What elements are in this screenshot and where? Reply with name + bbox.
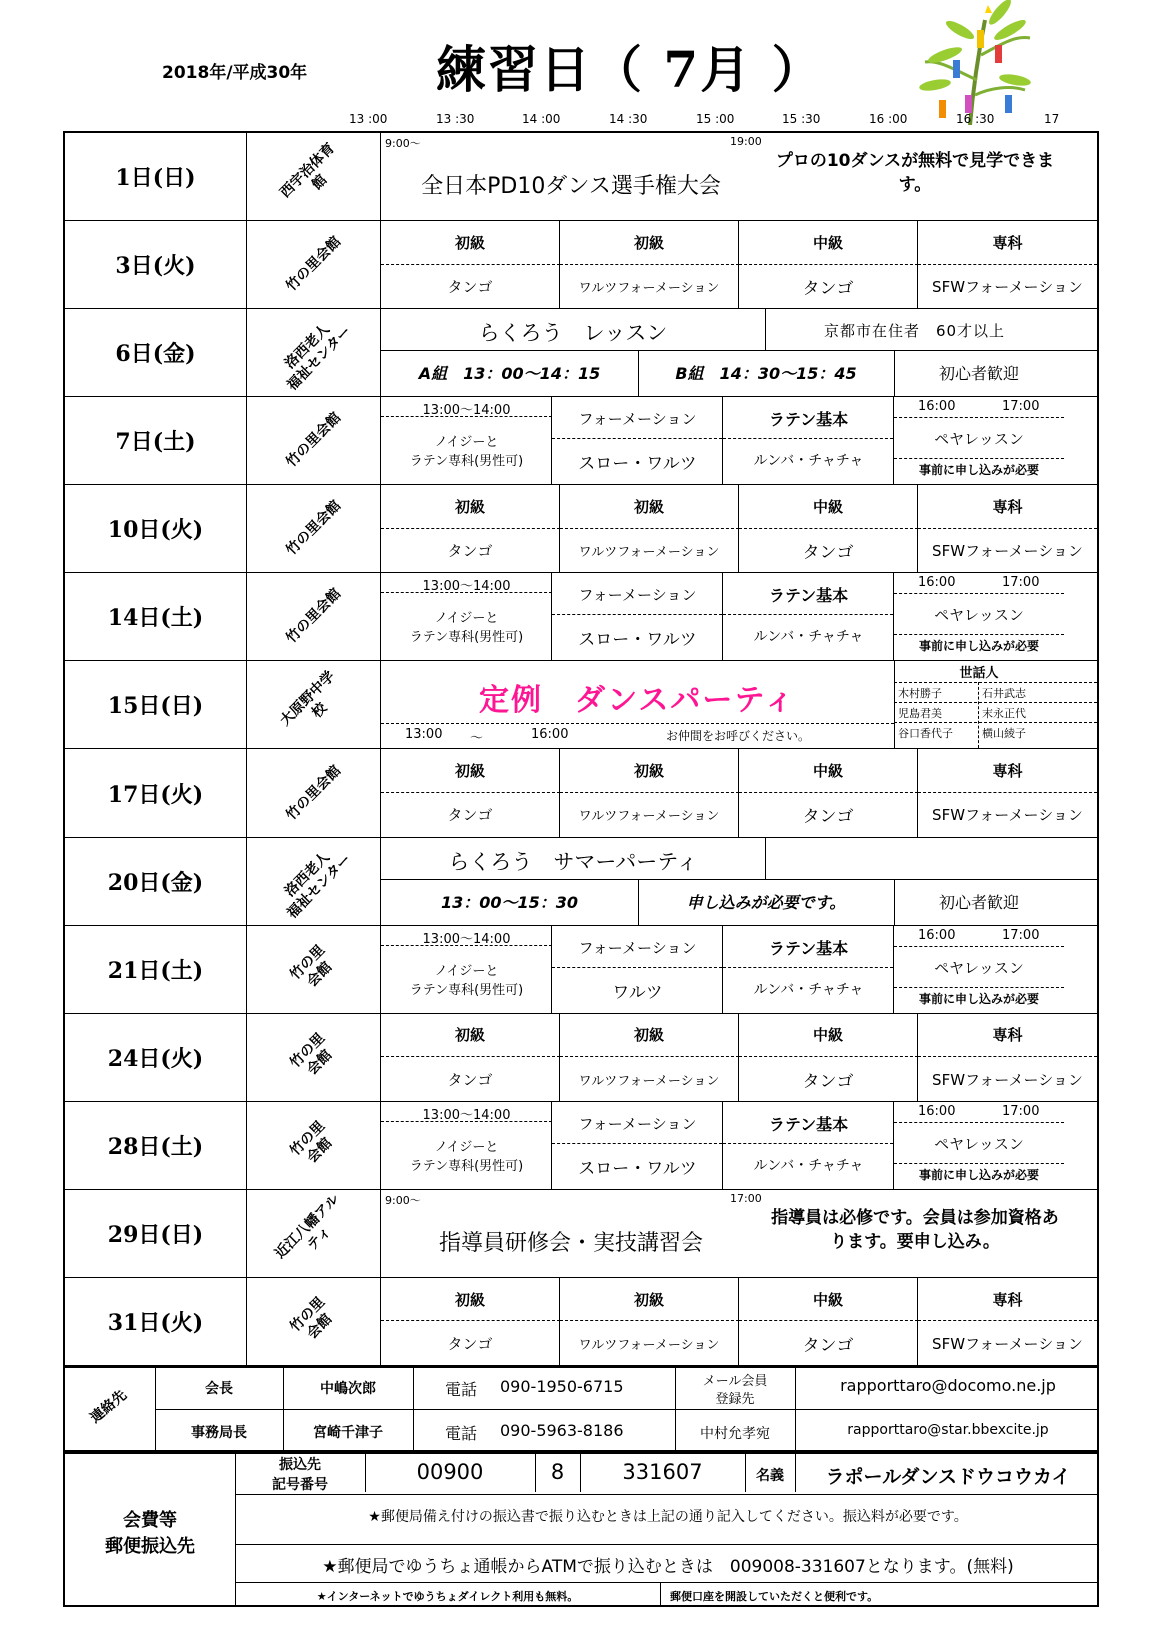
row-venue	[247, 1102, 381, 1190]
time-1600-label: 16:00	[918, 927, 956, 943]
schedule-table	[63, 131, 1099, 1368]
tel1-label: 電話	[445, 1380, 478, 1399]
level-label: 中級	[739, 1014, 918, 1058]
level-label: 初級	[560, 1278, 739, 1322]
row-date: 28日(土)	[65, 1102, 247, 1190]
time-1500: 15 :00	[696, 112, 735, 126]
pair-lesson-label: ペヤレッスン	[934, 430, 1024, 449]
level-label: 初級	[381, 749, 560, 793]
email-bbexcite[interactable]: rapporttaro@star.bbexcite.jp	[847, 1422, 1049, 1438]
row-date: 17日(火)	[65, 749, 247, 837]
party-tilde: 〜	[470, 731, 484, 747]
row-date: 31日(火)	[65, 1278, 247, 1366]
venue-label: 竹の里 会館	[286, 1118, 335, 1167]
holder-label: 名義	[756, 1468, 784, 1484]
venue-label: 大原野中学 校	[276, 668, 338, 729]
dance-name: ワルツフォーメーション	[560, 793, 739, 837]
dance-name: タンゴ	[739, 793, 918, 837]
venue-label: 洛西老人 福祉センター	[281, 320, 355, 394]
time-range: 13:00〜14:00	[422, 1107, 511, 1123]
dance-name: ワルツフォーメーション	[560, 1321, 739, 1365]
time-1330: 13 :30	[436, 112, 475, 126]
session-a: A組 13：00〜14：15	[418, 364, 601, 384]
formation-label: フォーメーション	[578, 938, 697, 957]
dance-name: SFWフォーメーション	[932, 277, 1083, 296]
organizer-name: 末永正代	[982, 707, 1026, 721]
level-label: 初級	[560, 485, 739, 529]
class-grid	[381, 1278, 1097, 1365]
time-1600-label: 16:00	[918, 1103, 956, 1119]
dance-name: SFWフォーメーション	[932, 806, 1083, 825]
time-1700-label: 17:00	[1002, 575, 1040, 591]
row-venue	[247, 838, 381, 926]
row-content	[381, 749, 1097, 837]
tanabata-bamboo-icon	[915, 0, 1035, 125]
name-president: 中嶋次郎	[320, 1381, 376, 1397]
row-date: 1日(日)	[65, 133, 247, 221]
postal-note-2: ★郵便局でゆうちょ通帳からATMで振り込むときは 009008-331607となります。(無料)	[322, 1557, 1014, 1577]
class-grid	[381, 1014, 1097, 1101]
row-content	[381, 221, 1097, 309]
time-1430: 14 :30	[609, 112, 648, 126]
level-label: 専科	[918, 749, 1097, 793]
row-date: 24日(火)	[65, 1014, 247, 1102]
dance-name: ワルツフォーメーション	[560, 265, 739, 309]
formation-label: フォーメーション	[578, 586, 697, 605]
dest-label-1: 振込先	[279, 1457, 321, 1473]
venue-label: 竹の里会館	[282, 498, 344, 559]
row-content	[381, 838, 1097, 926]
row-date: 15日(日)	[65, 661, 247, 749]
row-date: 21日(土)	[65, 926, 247, 1014]
class-grid	[381, 749, 1097, 836]
row-date: 6日(金)	[65, 309, 247, 397]
eligibility-note: 京都市在住者 60才以上	[823, 322, 1006, 341]
row-date: 10日(火)	[65, 485, 247, 573]
pair-lesson-label: ペヤレッスン	[934, 606, 1024, 625]
row-venue	[247, 661, 381, 749]
latin-basic-label: ラテン基本	[768, 938, 849, 958]
pair-lesson-label: ペヤレッスン	[934, 1134, 1024, 1153]
organizers-label: 世話人	[959, 666, 999, 682]
session-b: B組 14：30〜15：45	[675, 364, 857, 384]
contact-label: 連絡先	[87, 1387, 130, 1427]
reservation-required: 事前に申し込みが必要	[918, 463, 1039, 478]
reservation-required: 事前に申し込みが必要	[918, 991, 1039, 1006]
organizer-name: 児島君美	[898, 707, 942, 721]
party-start: 13:00	[405, 727, 443, 743]
row-date: 3日(火)	[65, 221, 247, 309]
noisy-label: ノイジーと	[434, 435, 499, 451]
account-number: 331607	[622, 1460, 703, 1484]
row-content	[381, 573, 1097, 661]
level-label: 初級	[381, 485, 560, 529]
row-date: 7日(土)	[65, 397, 247, 485]
event-start: 9:00〜	[385, 1193, 421, 1207]
dance-name: タンゴ	[739, 1321, 918, 1365]
dance-name: スロー・ワルツ	[578, 1158, 697, 1179]
latin-basic-label: ラテン基本	[768, 1114, 849, 1134]
mail-label-2: 登録先	[715, 1392, 755, 1407]
venue-label: 竹の里会館	[282, 762, 344, 824]
venue-label: 竹の里会館	[282, 233, 344, 295]
level-label: 中級	[739, 221, 918, 265]
time-1630: 16 :30	[956, 112, 995, 126]
level-label: 中級	[739, 485, 918, 529]
time-1700: 17	[1044, 112, 1060, 126]
level-label: 初級	[560, 1014, 739, 1058]
session-b: 申し込みが必要です。	[686, 892, 846, 912]
dance-name: スロー・ワルツ	[578, 454, 697, 475]
level-label: 専科	[918, 221, 1097, 265]
level-label: 専科	[918, 485, 1097, 529]
name-secretary: 宮崎千津子	[313, 1425, 383, 1441]
organizer-name: 木村勝子	[898, 687, 942, 701]
postal-label-2: 郵便振込先	[105, 1536, 195, 1557]
time-1700-label: 17:00	[1002, 399, 1040, 415]
venue-label: 竹の里会館	[282, 409, 344, 471]
latin-basic-label: ラテン基本	[768, 586, 849, 606]
row-content	[381, 1014, 1097, 1102]
postal-note-1: ★郵便局備え付けの振込書で振り込むときは上記の通り記入してください。振込料が必要です。	[368, 1509, 968, 1525]
contact-section	[63, 1366, 1099, 1452]
venue-label: 洛西老人 福祉センター	[281, 849, 355, 922]
latin-dances: ルンバ・チャチャ	[753, 1157, 864, 1174]
role-president: 会長	[205, 1381, 233, 1397]
postal-note-3: ★インターネットでゆうちょダイレクト利用も無料。	[316, 1590, 579, 1603]
organizer-name: 石井武志	[982, 687, 1026, 701]
event-title: らくろう レッスン	[478, 321, 668, 346]
party-end: 16:00	[531, 727, 569, 743]
dest-label-2: 記号番号	[272, 1477, 328, 1493]
dance-name: タンゴ	[381, 265, 560, 309]
row-venue	[247, 133, 381, 221]
dance-name: SFWフォーメーション	[932, 542, 1083, 561]
account-holder: ラポールダンスドウコウカイ	[825, 1466, 1071, 1488]
venue-label: 竹の里会館	[282, 586, 344, 647]
venue-label: 竹の里 会館	[286, 942, 335, 991]
tel2-number: 090-5963-8186	[500, 1421, 624, 1440]
class-grid	[381, 221, 1097, 308]
formation-label: フォーメーション	[578, 410, 697, 429]
level-label: 初級	[381, 1278, 560, 1322]
latin-senka-label: ラテン専科(男性可)	[409, 630, 524, 646]
dance-name: タンゴ	[739, 265, 918, 309]
reservation-required: 事前に申し込みが必要	[918, 1167, 1039, 1182]
row-venue	[247, 1014, 381, 1102]
row-content	[381, 397, 1097, 485]
event-end: 19:00	[730, 135, 762, 148]
time-1600-label: 16:00	[918, 575, 956, 591]
tel2-label: 電話	[445, 1424, 478, 1443]
row-venue	[247, 749, 381, 837]
organizer-name: 横山綾子	[982, 727, 1026, 741]
time-1700-label: 17:00	[1002, 1103, 1040, 1119]
dance-name: スロー・ワルツ	[578, 630, 697, 651]
level-label: 初級	[381, 1014, 560, 1058]
latin-senka-label: ラテン専科(男性可)	[409, 982, 524, 998]
mail-recipient: 中村允孝宛	[700, 1426, 770, 1442]
row-content	[381, 1190, 1097, 1278]
event-title: 全日本PD10ダンス選手権大会	[421, 174, 721, 199]
latin-dances: ルンバ・チャチャ	[753, 629, 864, 646]
level-label: 中級	[739, 1278, 918, 1322]
email-docomo[interactable]: rapporttaro@docomo.ne.jp	[840, 1376, 1056, 1395]
row-venue	[247, 1190, 381, 1278]
row-date: 20日(金)	[65, 838, 247, 926]
dance-name: タンゴ	[381, 1321, 560, 1365]
event-note: 指導員は必修です。会員は参加資格あります。要申し込み。	[771, 1207, 1059, 1252]
dance-name: SFWフォーメーション	[932, 1334, 1083, 1353]
row-venue	[247, 309, 381, 397]
venue-label: 竹の里 会館	[286, 1294, 335, 1343]
event-title: 指導員研修会・実技講習会	[438, 1230, 703, 1256]
dance-name: ワルツフォーメーション	[560, 529, 739, 573]
row-content	[381, 1102, 1097, 1190]
venue-label: 近江八幡アル ティ	[271, 1191, 343, 1263]
postal-section	[63, 1452, 1099, 1607]
time-range: 13:00〜14:00	[422, 931, 511, 947]
party-invite: お仲間をお呼びください。	[666, 729, 811, 744]
row-date: 29日(日)	[65, 1190, 247, 1278]
level-label: 専科	[918, 1014, 1097, 1058]
venue-label: 竹の里 会館	[286, 1030, 335, 1079]
level-label: 初級	[381, 221, 560, 265]
dance-name: タンゴ	[381, 529, 560, 573]
level-label: 専科	[918, 1278, 1097, 1322]
dance-name: タンゴ	[381, 793, 560, 837]
year-label: 2018年/平成30年	[162, 63, 308, 83]
time-range: 13:00〜14:00	[422, 579, 511, 595]
row-content	[381, 485, 1097, 573]
page-title: 練習日（ 7月 ）	[436, 40, 824, 99]
row-content	[381, 133, 1097, 221]
row-venue	[247, 221, 381, 309]
role-secretary: 事務局長	[191, 1425, 247, 1441]
level-label: 初級	[560, 749, 739, 793]
latin-dances: ルンバ・チャチャ	[753, 453, 864, 470]
account-code: 00900	[416, 1460, 484, 1484]
noisy-label: ノイジーと	[434, 611, 499, 627]
row-content	[381, 1278, 1097, 1366]
time-1700-label: 17:00	[1002, 927, 1040, 943]
dance-name: ワルツ	[612, 982, 663, 1003]
postal-label-1: 会費等	[123, 1510, 177, 1531]
row-venue	[247, 1278, 381, 1366]
party-title: 定例 ダンスパーティ	[479, 683, 796, 719]
event-end: 17:00	[730, 1191, 762, 1205]
pair-lesson-label: ペヤレッスン	[934, 958, 1024, 977]
time-range: 13:00〜14:00	[422, 403, 511, 419]
organizer-name: 谷口香代子	[898, 727, 953, 741]
event-start: 9:00〜	[385, 137, 421, 150]
dance-name: タンゴ	[739, 1057, 918, 1101]
row-venue	[247, 485, 381, 573]
class-grid	[381, 485, 1097, 572]
beginners-welcome: 初心者歓迎	[938, 364, 1019, 384]
tel1-number: 090-1950-6715	[500, 1377, 624, 1396]
latin-basic-label: ラテン基本	[768, 410, 849, 430]
level-label: 初級	[560, 221, 739, 265]
dance-name: タンゴ	[381, 1057, 560, 1101]
time-1400: 14 :00	[522, 112, 561, 126]
postal-note-4: 郵便口座を開設していただくと便利です。	[670, 1590, 879, 1603]
dance-name: タンゴ	[739, 529, 918, 573]
venue-label: 西宇治体育 館	[276, 139, 338, 201]
time-1530: 15 :30	[782, 112, 821, 126]
account-check: 8	[550, 1460, 565, 1484]
row-content	[381, 309, 1097, 397]
noisy-label: ノイジーと	[434, 963, 499, 979]
level-label: 中級	[739, 749, 918, 793]
formation-label: フォーメーション	[578, 1114, 697, 1133]
reservation-required: 事前に申し込みが必要	[918, 639, 1039, 654]
session-a: 13：00〜15：30	[440, 892, 579, 912]
event-title: らくろう サマーパーティ	[448, 849, 698, 874]
latin-senka-label: ラテン専科(男性可)	[409, 454, 524, 470]
beginners-welcome: 初心者歓迎	[938, 892, 1019, 912]
row-content	[381, 661, 1097, 749]
time-1600-label: 16:00	[918, 399, 956, 415]
time-1300: 13 :00	[349, 112, 388, 126]
latin-senka-label: ラテン専科(男性可)	[409, 1158, 524, 1174]
row-venue	[247, 397, 381, 485]
latin-dances: ルンバ・チャチャ	[753, 981, 864, 998]
dance-name: SFWフォーメーション	[932, 1070, 1083, 1089]
row-content	[381, 926, 1097, 1014]
row-date: 14日(土)	[65, 573, 247, 661]
mail-label-1: メール会員	[702, 1374, 768, 1389]
noisy-label: ノイジーと	[434, 1139, 499, 1155]
row-venue	[247, 573, 381, 661]
time-1600: 16 :00	[869, 112, 908, 126]
dance-name: ワルツフォーメーション	[560, 1057, 739, 1101]
row-venue	[247, 926, 381, 1014]
event-note: プロの10ダンスが無料で見学できます。	[775, 151, 1055, 195]
